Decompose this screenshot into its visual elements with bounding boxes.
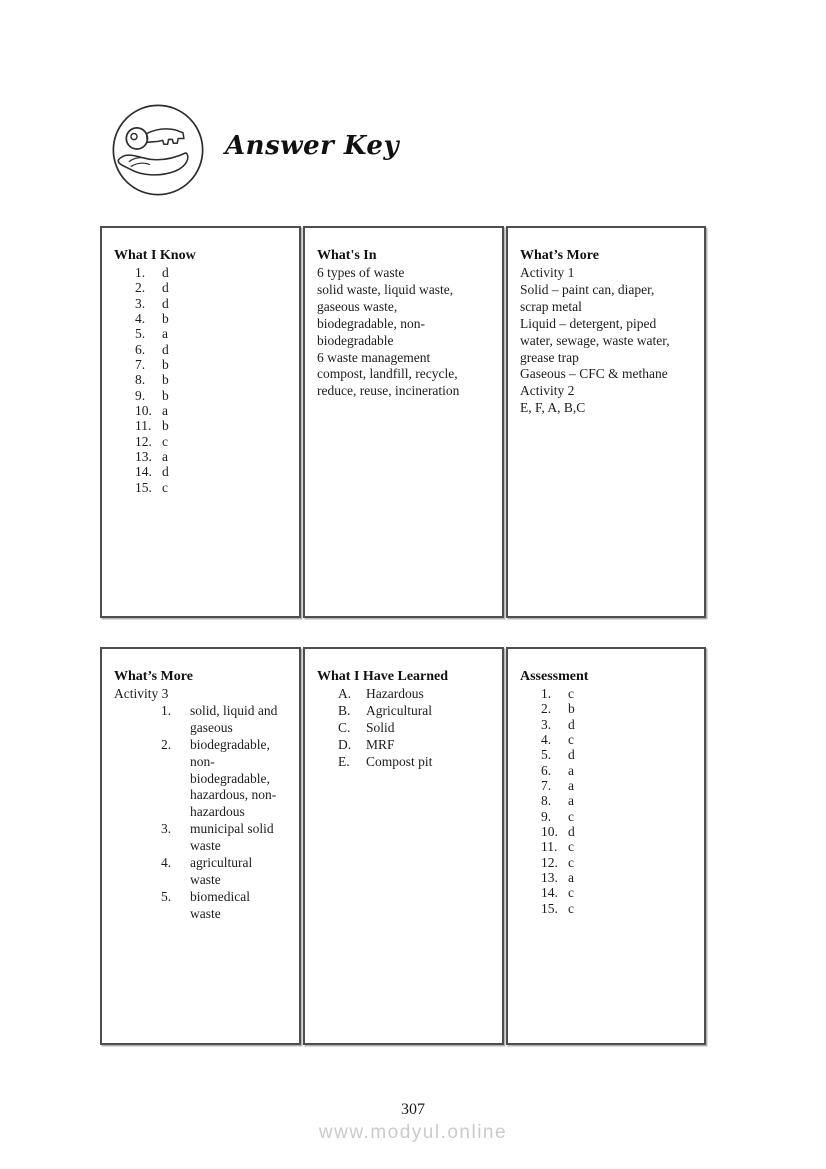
text-line: Solid – paint can, diaper, — [520, 281, 655, 297]
watermark-url: www.modyul.online — [318, 1122, 508, 1143]
list-item-text — [366, 754, 492, 771]
list-item-marker: B. — [338, 702, 351, 718]
text-line: a — [568, 870, 574, 886]
list-item-marker: 2. — [541, 701, 552, 717]
list-item-text — [568, 839, 694, 854]
text-line: Liquid – detergent, piped — [520, 315, 657, 331]
box-header: What I Know — [114, 248, 196, 263]
list-item-marker: 15. — [135, 479, 152, 495]
list-item-marker: 6. — [541, 762, 552, 778]
list-item-text — [568, 901, 694, 916]
text-line: Activity 2 — [520, 383, 575, 399]
text-line: E, F, A, B,C — [520, 400, 586, 416]
text-line: grease trap — [520, 349, 579, 365]
text-line: c — [568, 854, 574, 870]
text-line: d — [162, 341, 169, 357]
list-item — [338, 720, 492, 737]
list-item-text — [190, 737, 289, 822]
list-item-marker: 7. — [541, 778, 552, 794]
text-line: a — [162, 403, 168, 419]
page-number: 307 — [401, 1101, 425, 1118]
list-item-text — [568, 809, 694, 824]
text-line: biodegradable — [317, 332, 394, 348]
list-item — [135, 296, 289, 311]
list-item-text — [162, 388, 289, 403]
box-body — [520, 265, 694, 417]
text-line: b — [162, 418, 169, 434]
list-item-text — [366, 720, 492, 737]
answer-box-assessment — [506, 647, 706, 1045]
text-line: c — [568, 885, 574, 901]
text-line: c — [568, 732, 574, 748]
text-line: Agricultural — [366, 702, 432, 718]
box-body — [317, 265, 492, 400]
list-item-marker: 4. — [161, 855, 172, 871]
list-item — [135, 280, 289, 295]
box-header: Assessment — [520, 669, 589, 684]
text-line: biodegradable, non- — [317, 315, 425, 331]
text-line: a — [162, 449, 168, 465]
answer-box-whats-in — [303, 226, 504, 618]
list-item-marker: 4. — [541, 732, 552, 748]
list-item-text — [162, 372, 289, 387]
list-item — [541, 763, 694, 778]
list-item — [135, 265, 289, 280]
text-line: reduce, reuse, incineration — [317, 383, 460, 399]
list-item-marker: 11. — [135, 418, 152, 434]
list-item-marker: 9. — [135, 387, 146, 403]
text-line: Compost pit — [366, 753, 433, 769]
list-item — [161, 889, 289, 923]
list-item-marker: 8. — [541, 793, 552, 809]
list-item — [135, 403, 289, 418]
text-line: c — [568, 808, 574, 824]
list-item-text — [190, 703, 289, 737]
list-item-text — [568, 824, 694, 839]
text-line: d — [162, 265, 169, 280]
text-line: a — [568, 778, 574, 794]
text-line: hazardous, non- — [190, 787, 277, 803]
list-item-marker: 1. — [161, 702, 172, 718]
list-item — [135, 326, 289, 341]
list-item-text — [568, 855, 694, 870]
list-item-marker: 5. — [161, 888, 172, 904]
text-line: a — [568, 793, 574, 809]
text-line: gaseous waste, — [317, 298, 398, 314]
box-body — [114, 686, 289, 923]
list-item — [135, 357, 289, 372]
list-item-text — [162, 434, 289, 449]
list-item-marker: 2. — [161, 736, 172, 752]
list-item-text — [162, 418, 289, 433]
text-line: Solid — [366, 719, 395, 735]
text-line: biodegradable, — [190, 770, 270, 786]
list-item — [135, 464, 289, 479]
list-item-marker: 10. — [135, 403, 152, 419]
list-item-marker: 3. — [541, 716, 552, 732]
list-item-text — [190, 855, 289, 889]
list-item — [135, 434, 289, 449]
list-item-text — [190, 821, 289, 855]
answer-box-what-i-know — [100, 226, 301, 618]
text-line: gaseous — [190, 719, 233, 735]
list-item — [541, 839, 694, 854]
text-line: Gaseous – CFC & methane — [520, 366, 668, 382]
list-item-text — [568, 686, 694, 701]
box-header: What’s More — [114, 669, 193, 684]
answer-box-what-i-have-learned — [303, 647, 504, 1045]
list-item-text — [162, 311, 289, 326]
text-line: 6 types of waste — [317, 265, 405, 280]
list-item-marker: 4. — [135, 311, 146, 327]
text-line: b — [568, 701, 575, 717]
list-item-marker: 12. — [135, 433, 152, 449]
list-item-text — [190, 889, 289, 923]
list-item-text — [568, 778, 694, 793]
box-body — [114, 265, 289, 495]
text-line: biomedical — [190, 888, 250, 904]
text-line: Hazardous — [366, 686, 424, 701]
list-item — [541, 901, 694, 916]
list-item — [541, 686, 694, 701]
text-line: municipal solid — [190, 821, 274, 837]
list-item — [135, 388, 289, 403]
text-line: Activity 1 — [520, 265, 575, 280]
text-line: waste — [190, 905, 221, 921]
list-item-marker: 14. — [541, 885, 558, 901]
list-item-marker: 15. — [541, 900, 558, 916]
list-item-marker: 13. — [135, 449, 152, 465]
list-item-text — [568, 793, 694, 808]
list-item-marker: 1. — [135, 265, 146, 280]
list-item-text — [162, 480, 289, 495]
list-item — [541, 701, 694, 716]
list-item-marker: 5. — [541, 747, 552, 763]
text-line: a — [162, 326, 168, 342]
list-item-marker: E. — [338, 753, 350, 769]
text-line: non- — [190, 753, 215, 769]
text-line: a — [568, 762, 574, 778]
box-header: What I Have Learned — [317, 669, 449, 684]
list-item — [338, 686, 492, 703]
list-item-marker: D. — [338, 736, 352, 752]
list-item-text — [162, 403, 289, 418]
list-item — [161, 821, 289, 855]
list-item-text — [568, 747, 694, 762]
box-body — [317, 686, 492, 771]
list-item — [338, 737, 492, 754]
text-line: c — [162, 433, 168, 449]
list-item — [161, 855, 289, 889]
list-item — [541, 747, 694, 762]
text-line: hazardous — [190, 804, 245, 820]
list-item-text — [162, 342, 289, 357]
text-line: solid waste, liquid waste, — [317, 281, 454, 297]
text-line: d — [568, 747, 575, 763]
list-item — [541, 855, 694, 870]
list-item-marker: 6. — [135, 341, 146, 357]
text-line: c — [568, 900, 574, 916]
text-line: c — [568, 686, 574, 701]
list-item — [161, 737, 289, 822]
list-item-marker: 3. — [135, 295, 146, 311]
list-item — [135, 480, 289, 495]
list-item — [541, 778, 694, 793]
text-line: 6 waste management — [317, 349, 431, 365]
list-item — [541, 809, 694, 824]
list-item-marker: 9. — [541, 808, 552, 824]
list-item-text — [568, 717, 694, 732]
list-item — [541, 732, 694, 747]
list-item-text — [162, 265, 289, 280]
text-line: biodegradable, — [190, 736, 270, 752]
box-body — [520, 686, 694, 916]
text-line: MRF — [366, 736, 395, 752]
list-item — [541, 870, 694, 885]
list-item — [161, 703, 289, 737]
box-header: What’s More — [520, 248, 599, 263]
text-line: d — [568, 716, 575, 732]
list-item-marker: 12. — [541, 854, 558, 870]
list-item-text — [568, 885, 694, 900]
box-header: What's In — [317, 248, 377, 263]
page-title: Answer Key — [225, 131, 400, 161]
text-line: d — [162, 295, 169, 311]
list-item-text — [568, 763, 694, 778]
list-item-marker: 8. — [135, 372, 146, 388]
list-item — [135, 418, 289, 433]
text-line: b — [162, 387, 169, 403]
text-line: scrap metal — [520, 298, 582, 314]
list-item-text — [162, 449, 289, 464]
list-item-marker: 5. — [135, 326, 146, 342]
key-in-hand-icon — [110, 102, 206, 198]
list-item-marker: 1. — [541, 686, 552, 701]
list-item — [338, 754, 492, 771]
text-line: waste — [190, 838, 221, 854]
list-item-marker: C. — [338, 719, 351, 735]
list-item — [135, 342, 289, 357]
text-line: b — [162, 357, 169, 373]
list-item-text — [366, 703, 492, 720]
list-item — [541, 824, 694, 839]
list-item-text — [366, 686, 492, 703]
list-item — [135, 372, 289, 387]
text-line: c — [568, 839, 574, 855]
list-item — [135, 311, 289, 326]
list-item-text — [366, 737, 492, 754]
list-item — [135, 449, 289, 464]
list-item-text — [568, 732, 694, 747]
list-item-marker: 7. — [135, 357, 146, 373]
text-line: waste — [190, 871, 221, 887]
list-item-marker: 14. — [135, 464, 152, 480]
list-item-text — [162, 296, 289, 311]
list-item-marker: 2. — [135, 280, 146, 296]
text-line: solid, liquid and — [190, 702, 278, 718]
list-item-text — [162, 280, 289, 295]
list-item-marker: 10. — [541, 824, 558, 840]
list-item-text — [568, 870, 694, 885]
text-line: Activity 3 — [114, 686, 169, 701]
list-item-marker: 11. — [541, 839, 558, 855]
answer-box-whats-more-2 — [100, 647, 301, 1045]
text-line: b — [162, 311, 169, 327]
list-item — [541, 793, 694, 808]
text-line: d — [162, 280, 169, 296]
answer-box-whats-more-1 — [506, 226, 706, 618]
list-item — [338, 703, 492, 720]
text-line: agricultural — [190, 855, 253, 871]
list-item-marker: 3. — [161, 821, 172, 837]
text-line: compost, landfill, recycle, — [317, 366, 458, 382]
text-line: d — [568, 824, 575, 840]
list-item — [541, 717, 694, 732]
list-item — [541, 885, 694, 900]
text-line: c — [162, 479, 168, 495]
list-item-text — [568, 701, 694, 716]
text-line: d — [162, 464, 169, 480]
list-item-text — [162, 357, 289, 372]
list-item-marker: A. — [338, 686, 352, 701]
list-item-text — [162, 464, 289, 479]
list-item-text — [162, 326, 289, 341]
text-line: water, sewage, waste water, — [520, 332, 670, 348]
list-item-marker: 13. — [541, 870, 558, 886]
text-line: b — [162, 372, 169, 388]
